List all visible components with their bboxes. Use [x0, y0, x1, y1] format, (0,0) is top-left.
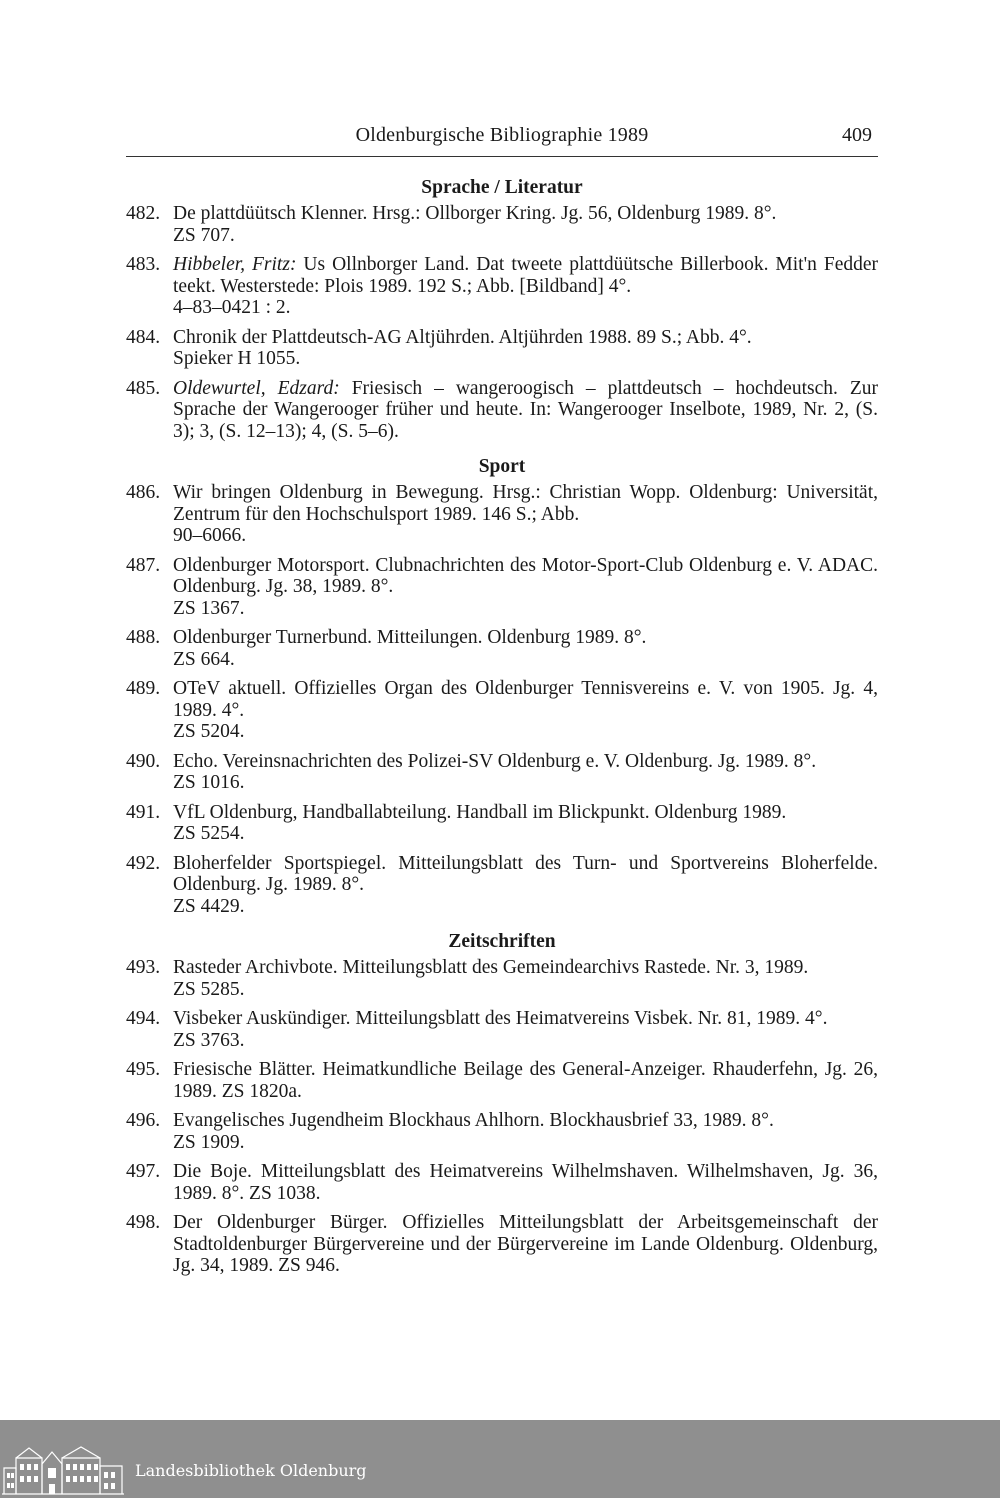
entry-shelfmark: ZS 5204.	[173, 721, 245, 742]
entry-number: 491.	[126, 801, 161, 823]
entry-description: Wir bringen Oldenburg in Bewegung. Hrsg.: Christian Wopp. Oldenburg: Universität, Zentrum für den Hochschulsport 1989. 146 S.; Abb.	[173, 482, 878, 525]
entry-author: Hibbeler, Fritz:	[173, 254, 297, 275]
page-number: 409	[842, 124, 872, 146]
entry-shelfmark: ZS 664.	[173, 648, 235, 670]
entry-description: Us Ollnborger Land. Dat tweete plattdüütsche Billerbook. Mit'n Fedder teekt. Westerstede: Plois 1989. 192 S.; Abb. [Bildband] 4°.	[173, 254, 878, 297]
entry-shelfmark: ZS 5254.	[173, 823, 245, 844]
bibliography-entry	[126, 1110, 878, 1153]
entry-description: De plattdüütsch Klenner. Hrsg.: Ollborger Kring. Jg. 56, Oldenburg 1989. 8°.	[173, 203, 777, 224]
entry-shelfmark: ZS 1909.	[173, 1131, 245, 1153]
entry-description: Bloherfelder Sportspiegel. Mitteilungsblatt des Turn- und Sportvereins Bloherfelde. Oldenburg. Jg. 1989. 8°.	[173, 852, 878, 895]
section-heading: Zeitschriften	[448, 931, 556, 952]
entry-text	[173, 482, 878, 525]
entry-number: 483.	[126, 254, 161, 275]
entry-description: Chronik der Plattdeutsch-AG Altjührden. Altjührden 1988. 89 S.; Abb. 4°.	[173, 326, 752, 348]
entry-shelfmark: 4–83–0421 : 2.	[173, 297, 291, 318]
entry-description: Visbeker Auskündiger. Mitteilungsblatt des Heimatvereins Visbek. Nr. 81, 1989. 4°.	[173, 1008, 828, 1029]
entry-number: 495.	[126, 1059, 161, 1080]
bibliography-entry	[126, 203, 878, 246]
entry-text	[173, 1161, 878, 1204]
running-title: Oldenburgische Bibliographie 1989	[355, 124, 649, 146]
bibliography-entry	[126, 1008, 878, 1051]
entry-number: 489.	[126, 678, 161, 699]
entry-number: 492.	[126, 852, 161, 874]
entry-description: Rasteder Archivbote. Mitteilungsblatt des Gemeindearchivs Rastede. Nr. 3, 1989.	[173, 957, 809, 978]
bibliography-entry	[126, 555, 878, 620]
entry-shelfmark: ZS 5285.	[173, 978, 245, 1000]
entry-description: Oldenburger Motorsport. Clubnachrichten des Motor-Sport-Club Oldenburg e. V. ADAC. Oldenburg. Jg. 38, 1989. 8°.	[173, 554, 878, 597]
entry-number: 485.	[126, 377, 161, 399]
entry-description: Evangelisches Jugendheim Blockhaus Ahlhorn. Blockhausbrief 33, 1989. 8°.	[173, 1110, 774, 1131]
bibliography-entry	[126, 627, 878, 670]
entry-text	[173, 203, 878, 225]
section-heading: Sport	[478, 456, 526, 477]
entry-text	[173, 678, 878, 721]
entry-text	[173, 254, 878, 297]
bibliography-entry	[126, 378, 878, 443]
bibliography-entry	[126, 482, 878, 547]
entry-number: 497.	[126, 1161, 161, 1182]
bibliography-entry	[126, 1059, 878, 1102]
entry-shelfmark: 90–6066.	[173, 525, 247, 546]
entry-description: OTeV aktuell. Offizielles Organ des Oldenburger Tennisvereins e. V. von 1905. Jg. 4, 1989. 4°.	[173, 678, 878, 721]
bibliography-entry	[126, 957, 878, 1000]
entry-text	[173, 957, 878, 979]
entry-text	[173, 802, 878, 824]
entry-description: VfL Oldenburg, Handballabteilung. Handball im Blickpunkt. Oldenburg 1989.	[173, 801, 787, 823]
entry-shelfmark: ZS 4429.	[173, 895, 245, 917]
entry-description: Friesisch – wangeroogisch – plattdeutsch – hochdeutsch. Zur Sprache der Wangerooger früher und heute. In: Wangerooger Inselbote, 1989, Nr. 2, (S. 3); 3, (S. 12–13); 4, (S. 5–6).	[173, 377, 879, 442]
running-head	[126, 122, 878, 157]
library-building-icon	[2, 1446, 124, 1496]
entry-shelfmark: ZS 1367.	[173, 597, 245, 619]
bibliography-entry	[126, 1212, 878, 1277]
entry-text	[173, 1059, 878, 1102]
entry-author: Oldewurtel, Edzard:	[173, 377, 340, 399]
entry-number: 486.	[126, 482, 161, 503]
entry-number: 493.	[126, 957, 161, 978]
entry-number: 496.	[126, 1110, 161, 1131]
bibliography-entry	[126, 853, 878, 918]
entry-description: Der Oldenburger Bürger. Offizielles Mitteilungsblatt der Arbeitsgemeinschaft der Stadtoldenburger Bürgervereine und der Bürgervereine im Lande Oldenburg. Oldenburg, Jg. 34, 1989. ZS 946.	[173, 1212, 878, 1276]
entry-number: 482.	[126, 203, 161, 224]
entry-description: Die Boje. Mitteilungsblatt des Heimatvereins Wilhelmshaven. Wilhelmshaven, Jg. 36, 1989. 8°. ZS 1038.	[173, 1161, 878, 1204]
entry-text	[173, 751, 878, 773]
entry-shelfmark: ZS 707.	[173, 224, 235, 246]
entry-number: 498.	[126, 1212, 161, 1233]
entry-text	[173, 555, 878, 598]
entry-text	[173, 1212, 878, 1277]
entry-description: Oldenburger Turnerbund. Mitteilungen. Oldenburg 1989. 8°.	[173, 627, 647, 648]
entry-text	[173, 627, 878, 649]
entry-number: 487.	[126, 554, 161, 576]
entry-shelfmark: ZS 1016.	[173, 772, 245, 793]
entry-number: 490.	[126, 750, 161, 772]
bibliography-entry	[126, 751, 878, 794]
library-name: Landesbibliothek Oldenburg	[135, 1461, 367, 1480]
entry-text	[173, 1008, 878, 1030]
entry-number: 488.	[126, 627, 161, 648]
bibliography-entry	[126, 678, 878, 743]
entry-shelfmark: Spieker H 1055.	[173, 348, 301, 369]
bibliography-entry	[126, 802, 878, 845]
entry-text	[173, 1110, 878, 1132]
entry-description: Friesische Blätter. Heimatkundliche Beilage des General-Anzeiger. Rhauderfehn, Jg. 26, 1989. ZS 1820a.	[173, 1059, 878, 1102]
entry-number: 484.	[126, 326, 161, 348]
entry-text	[173, 378, 878, 443]
bibliography-content	[126, 173, 878, 1285]
entry-number: 494.	[126, 1008, 161, 1029]
bibliography-entry	[126, 1161, 878, 1204]
footer-banner	[0, 1420, 1000, 1498]
bibliography-entry	[126, 327, 878, 370]
section-heading: Sprache / Literatur	[421, 177, 583, 198]
entry-description: Echo. Vereinsnachrichten des Polizei-SV Oldenburg e. V. Oldenburg. Jg. 1989. 8°.	[173, 750, 817, 772]
bibliography-entry	[126, 254, 878, 319]
entry-shelfmark: ZS 3763.	[173, 1029, 245, 1051]
entry-text	[173, 853, 878, 896]
entry-text	[173, 327, 878, 349]
